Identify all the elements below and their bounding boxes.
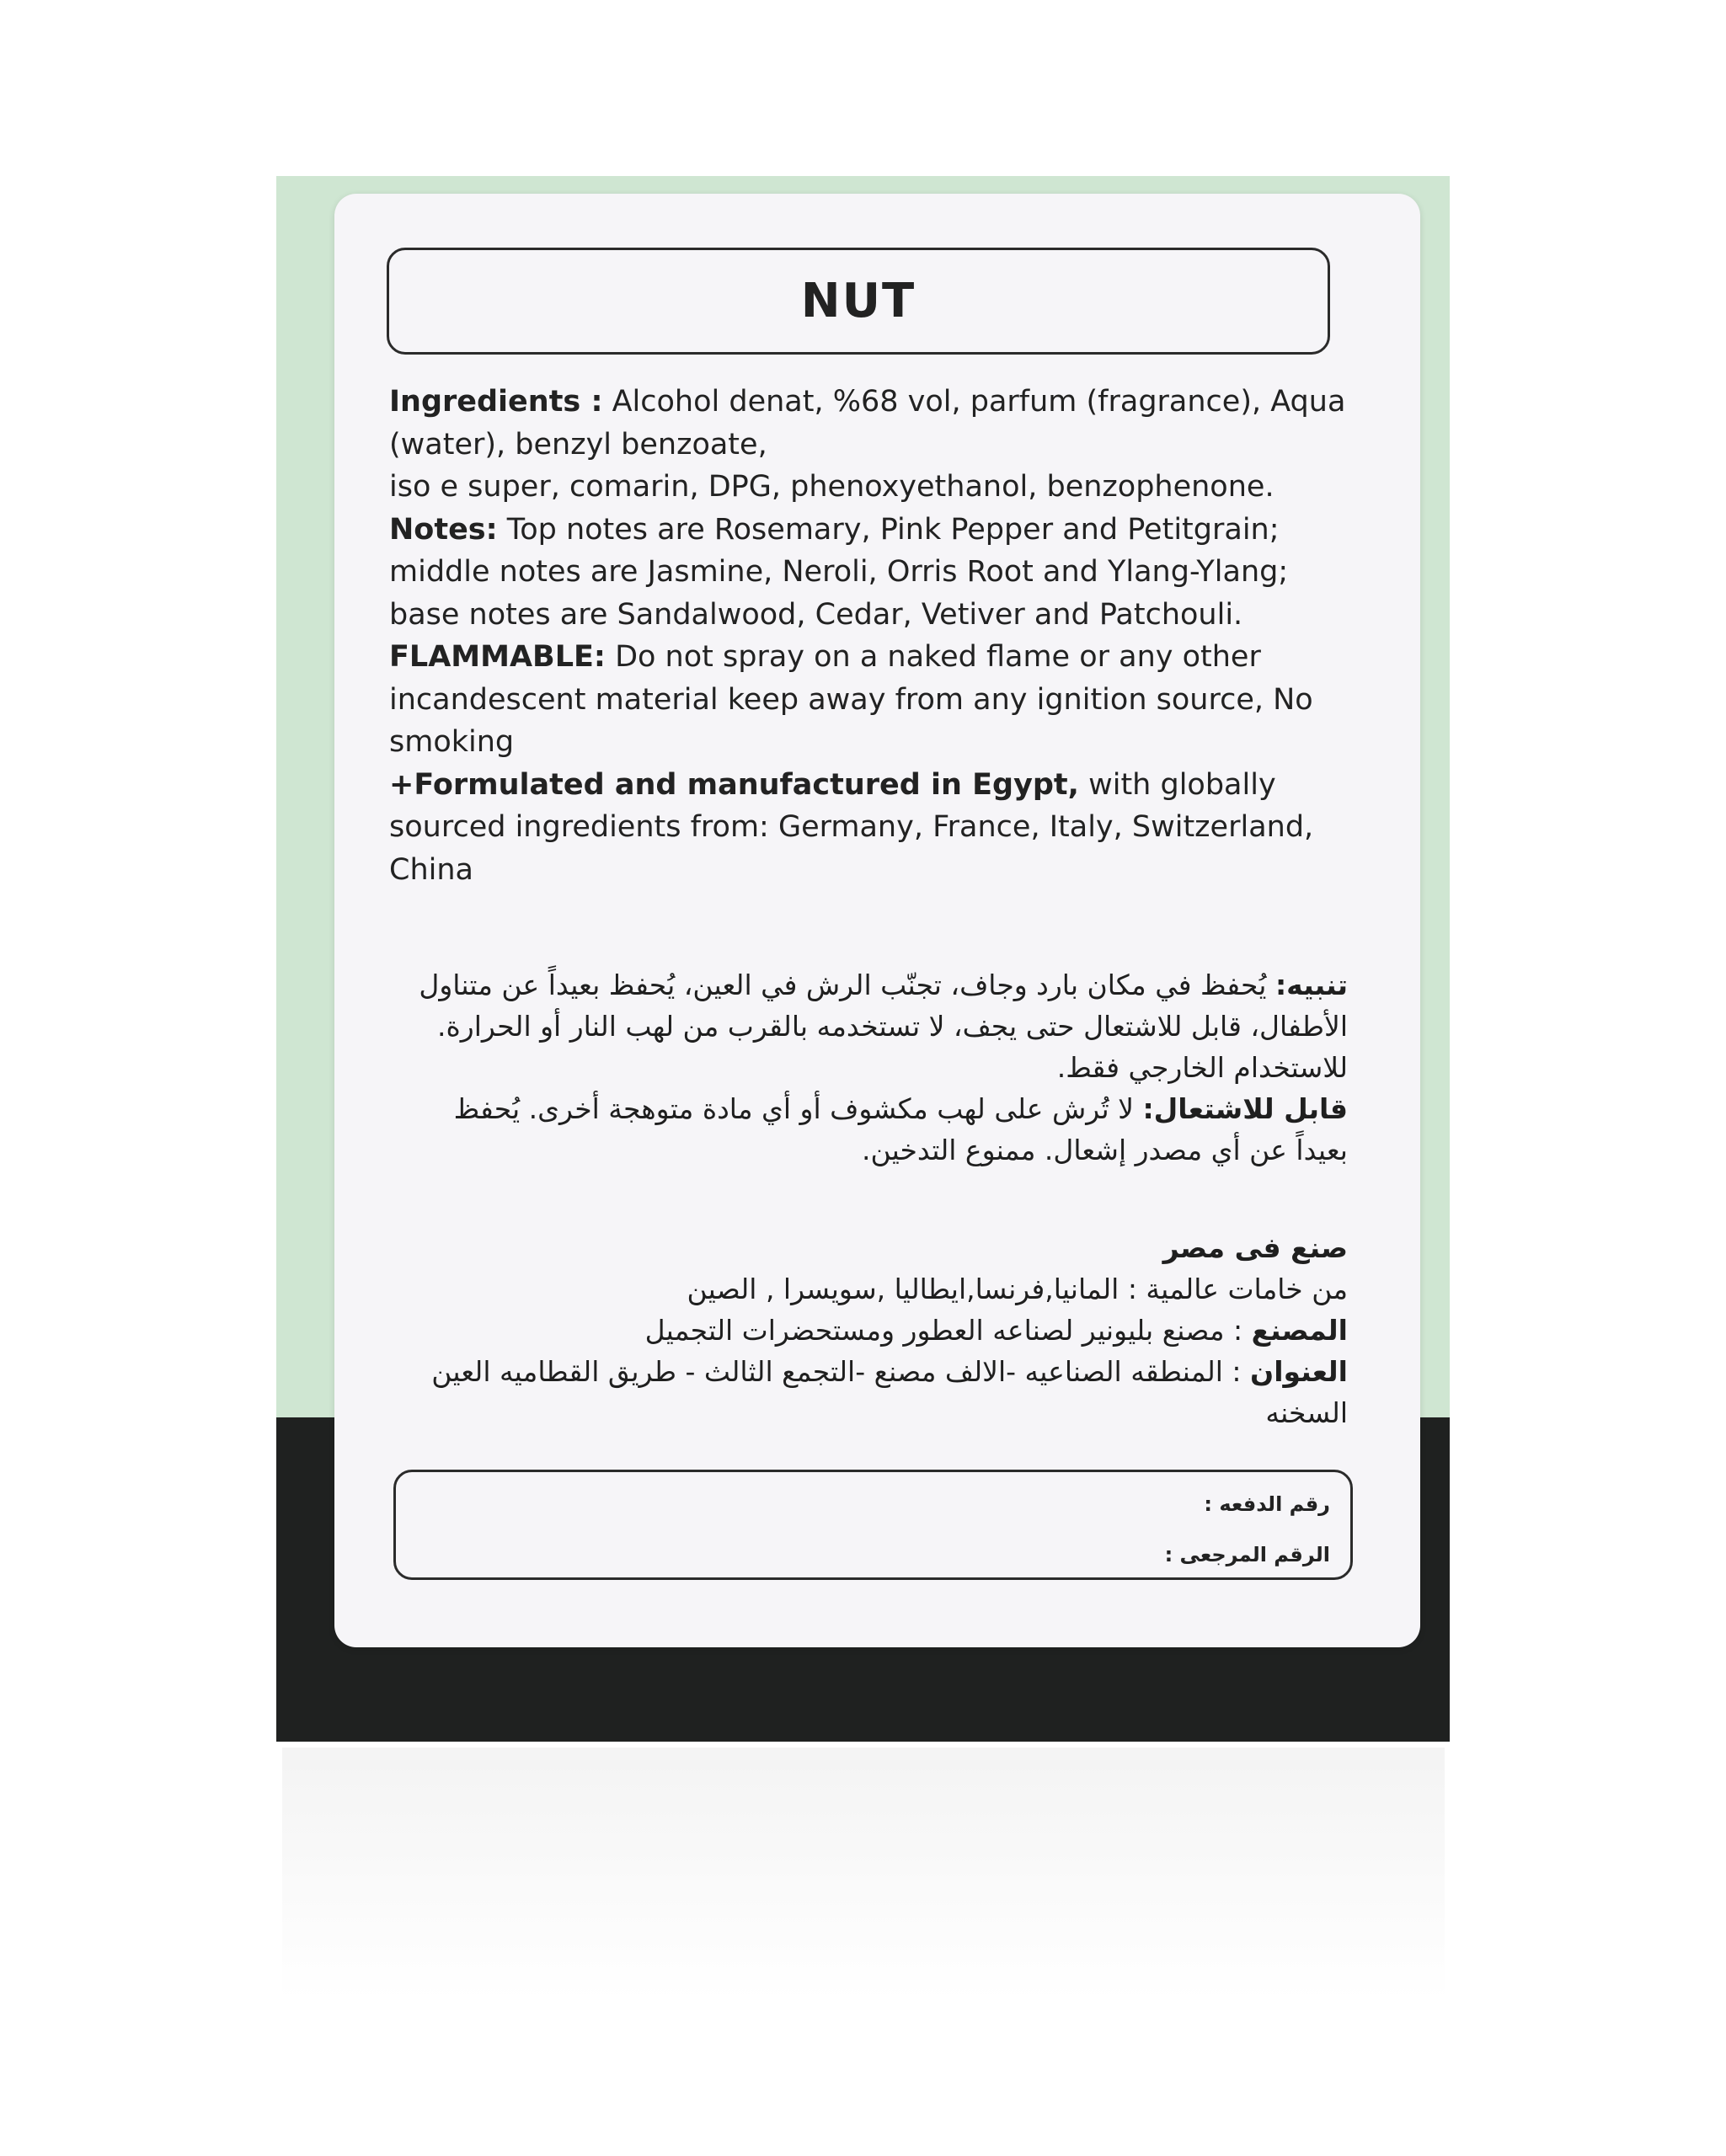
origin-paragraph [389,764,1358,892]
arabic-address-text: : المنطقه الصناعيه -الالف مصنع -التجمع الثالث - طريق القطاميه العين السخنه [431,1355,1348,1429]
notes-label: Notes: [389,512,498,547]
package-reflection [282,1748,1445,2000]
arabic-factory [404,1310,1348,1351]
origin-label: +Formulated and manufactured in Egypt, [389,767,1079,802]
origin-text: with globally sourced ingredients from: Germany, France, Italy, Switzerland, China [389,767,1314,887]
arabic-made-in: صنع فى مصر [1162,1231,1348,1264]
ingredients-label: Ingredients : [389,385,603,419]
arabic-flammable-text: لا تُرش على لهب مكشوف أو أي مادة متوهجة أخرى. يُحفظ بعيداً عن أي مصدر إشعال. ممنوع التدخين. [453,1092,1348,1166]
notes-text: Top notes are Rosemary, Pink Pepper and Petitgrain; middle notes are Jasmine, Neroli, Orris Root and Ylang-Ylang; base notes are Sandalwood, Cedar, Vetiver and Patchouli. [389,512,1289,632]
ingredients-text-2: iso e super, comarin, DPG, phenoxyethanol, benzophenone. [389,470,1274,504]
ingredients-text: Alcohol denat, %68 vol, parfum (fragrance), Aqua (water), benzyl benzoate, [389,385,1346,462]
flammable-text: Do not spray on a naked flame or any other incandescent material keep away from any ignition source, No smoking [389,640,1313,759]
arabic-factory-label: المصنع [1251,1314,1348,1347]
arabic-address-label: العنوان [1250,1355,1348,1388]
product-name-box [387,248,1330,355]
product-label [334,194,1420,1647]
arabic-flammable [404,1088,1348,1171]
ingredients-paragraph [389,381,1358,509]
product-name: NUT [800,274,916,328]
batch-number-label: رقم الدفعه : [1204,1492,1330,1516]
flammable-paragraph [389,636,1358,764]
reference-number-label: الرقم المرجعى : [1164,1543,1330,1566]
arabic-flammable-label: قابل للاشتعال: [1142,1092,1348,1125]
arabic-warning [404,964,1348,1088]
arabic-factory-text: : مصنع بليونير لصناعه العطور ومستحضرات التجميل [644,1314,1252,1347]
arabic-warning-block [404,964,1348,1171]
batch-info-box [393,1470,1353,1580]
arabic-warning-label: تنبيه: [1274,969,1348,1001]
english-text-block [389,381,1358,891]
arabic-warning-text: يُحفظ في مكان بارد وجاف، تجنّب الرش في العين، يُحفظ بعيداً عن متناول الأطفال، قابل للاشتعال حتى يجف، لا تستخدمه بالقرب من لهب النار أو الحرارة. للاستخدام الخارجي فقط. [419,969,1348,1084]
flammable-label: FLAMMABLE: [389,640,606,674]
notes-paragraph [389,509,1358,637]
arabic-address [404,1351,1348,1433]
arabic-origin-block [404,1227,1348,1433]
arabic-materials: من خامات عالمية : المانيا,فرنسا,ايطاليا ,سويسرا , الصين [687,1273,1348,1305]
